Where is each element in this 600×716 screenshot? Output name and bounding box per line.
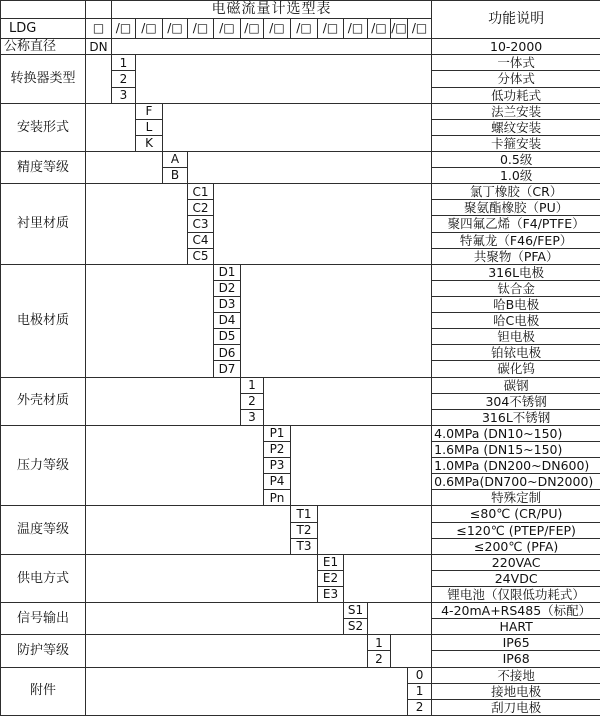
option-desc: 0.6MPa(DN700~DN2000) [432,474,600,490]
model-slot-box: /□ [318,19,344,39]
option-desc: 316L不锈钢 [432,409,600,425]
spacer-cell [86,554,318,602]
model-slot-box: /□ [408,19,432,39]
option-code: D5 [214,329,241,345]
spacer-cell [86,635,368,667]
option-code: DN [86,39,112,55]
option-desc: 共聚物（PFA） [432,248,600,264]
spacer-cell [86,55,112,103]
option-desc: ≤200℃ (PFA) [432,538,600,554]
spacer-cell [163,103,432,151]
category-label: 外壳材质 [1,377,86,425]
option-code: P1 [264,425,291,441]
corner-cell [1,1,86,19]
spacer-cell [188,152,432,184]
model-prefix: LDG [1,19,86,39]
option-desc: 钛合金 [432,280,600,296]
option-desc: 220VAC [432,554,600,570]
option-desc: 锂电池（仅限低功耗式） [432,586,600,602]
option-code: T3 [291,538,318,554]
spacer-cell [86,184,188,265]
option-desc: 1.0MPa (DN200~DN600) [432,458,600,474]
category-label: 转换器类型 [1,55,86,103]
option-desc: 304不锈钢 [432,393,600,409]
spacer-cell [86,377,241,425]
option-code: D6 [214,345,241,361]
spacer-cell [391,635,432,667]
option-desc: 0.5级 [432,152,600,168]
corner-cell-2 [86,1,112,19]
option-desc: 特氟龙（F46/FEP） [432,232,600,248]
model-slot-box: /□ [188,19,214,39]
category-label: 附件 [1,667,86,715]
model-slot-box: /□ [264,19,291,39]
option-code: C3 [188,216,214,232]
spacer-cell [291,425,432,506]
option-desc: ≤80℃ (CR/PU) [432,506,600,522]
option-code: 1 [112,55,136,71]
option-desc: 接地电极 [432,683,600,699]
option-code: D4 [214,313,241,329]
category-label: 压力等级 [1,425,86,506]
spacer-cell [264,377,432,425]
option-code: 2 [368,651,391,667]
option-code: 3 [241,409,264,425]
option-desc: 碳化钨 [432,361,600,377]
option-desc: 分体式 [432,71,600,87]
model-slot-box: /□ [214,19,241,39]
option-desc: HART [432,619,600,635]
option-code: 1 [368,635,391,651]
option-desc: 4-20mA+RS485（标配） [432,603,600,619]
option-code: D3 [214,297,241,313]
option-desc: IP65 [432,635,600,651]
option-desc: 法兰安装 [432,103,600,119]
option-code: 1 [408,683,432,699]
option-desc: 聚四氟乙烯（F4/PTFE） [432,216,600,232]
option-code: A [163,152,188,168]
option-code: P2 [264,442,291,458]
spacer-cell [318,506,432,554]
model-slot-box: /□ [163,19,188,39]
option-desc: 1.0级 [432,168,600,184]
option-code: 1 [241,377,264,393]
option-code: C4 [188,232,214,248]
category-label: 安装形式 [1,103,86,151]
spacer-cell [112,39,432,55]
spacer-cell [86,667,408,715]
option-code: C2 [188,200,214,216]
function-column-header: 功能说明 [432,1,600,39]
option-desc: IP68 [432,651,600,667]
option-code: 0 [408,667,432,683]
option-desc: 4.0MPa (DN10~150) [432,425,600,441]
spacer-cell [344,554,432,602]
model-slot-box: /□ [112,19,136,39]
spacer-cell [86,152,163,184]
spacer-cell [86,425,264,506]
option-desc: 10-2000 [432,39,600,55]
option-code: C5 [188,248,214,264]
option-desc: 低功耗式 [432,87,600,103]
model-slot-box: /□ [391,19,408,39]
spacer-cell [368,603,432,635]
spacer-cell [86,103,136,151]
option-code: E2 [318,570,344,586]
option-desc: ≤120℃ (PTEP/FEP) [432,522,600,538]
option-desc: 1.6MPa (DN15~150) [432,442,600,458]
option-desc: 钽电极 [432,329,600,345]
option-code: E1 [318,554,344,570]
option-desc: 24VDC [432,570,600,586]
option-desc: 特殊定制 [432,490,600,506]
option-code: Pn [264,490,291,506]
spacer-cell [86,264,214,377]
option-code: F [136,103,163,119]
spacer-cell [86,603,344,635]
model-base-box: □ [86,19,112,39]
category-label: 温度等级 [1,506,86,554]
category-label: 公称直径 [1,39,86,55]
option-code: T1 [291,506,318,522]
category-label: 防护等级 [1,635,86,667]
option-code: 3 [112,87,136,103]
option-code: P4 [264,474,291,490]
option-code: B [163,168,188,184]
option-code: P3 [264,458,291,474]
spacer-cell [241,264,432,377]
category-label: 电极材质 [1,264,86,377]
option-code: 2 [241,393,264,409]
option-code: D1 [214,264,241,280]
option-code: C1 [188,184,214,200]
option-code: D7 [214,361,241,377]
category-label: 精度等级 [1,152,86,184]
option-desc: 哈B电极 [432,297,600,313]
option-code: K [136,135,163,151]
option-code: 2 [112,71,136,87]
table-title: 电磁流量计选型表 [112,1,432,19]
category-label: 衬里材质 [1,184,86,265]
option-desc: 一体式 [432,55,600,71]
option-desc: 聚氨酯橡胶（PU） [432,200,600,216]
option-desc: 哈C电极 [432,313,600,329]
model-slot-box: /□ [136,19,163,39]
model-slot-box: /□ [241,19,264,39]
option-desc: 螺纹安装 [432,119,600,135]
option-code: S2 [344,619,368,635]
option-code: T2 [291,522,318,538]
category-label: 信号输出 [1,603,86,635]
option-code: 2 [408,699,432,715]
model-slot-box: /□ [291,19,318,39]
category-label: 供电方式 [1,554,86,602]
option-desc: 碳钢 [432,377,600,393]
option-desc: 卡箍安装 [432,135,600,151]
option-code: E3 [318,586,344,602]
spacer-cell [86,506,291,554]
model-slot-box: /□ [368,19,391,39]
spacer-cell [136,55,432,103]
option-desc: 氯丁橡胶（CR） [432,184,600,200]
option-desc: 铂铱电极 [432,345,600,361]
model-slot-box: /□ [344,19,368,39]
option-code: S1 [344,603,368,619]
option-desc: 刮刀电极 [432,699,600,715]
option-code: L [136,119,163,135]
spacer-cell [214,184,432,265]
option-desc: 316L电极 [432,264,600,280]
option-code: D2 [214,280,241,296]
option-desc: 不接地 [432,667,600,683]
